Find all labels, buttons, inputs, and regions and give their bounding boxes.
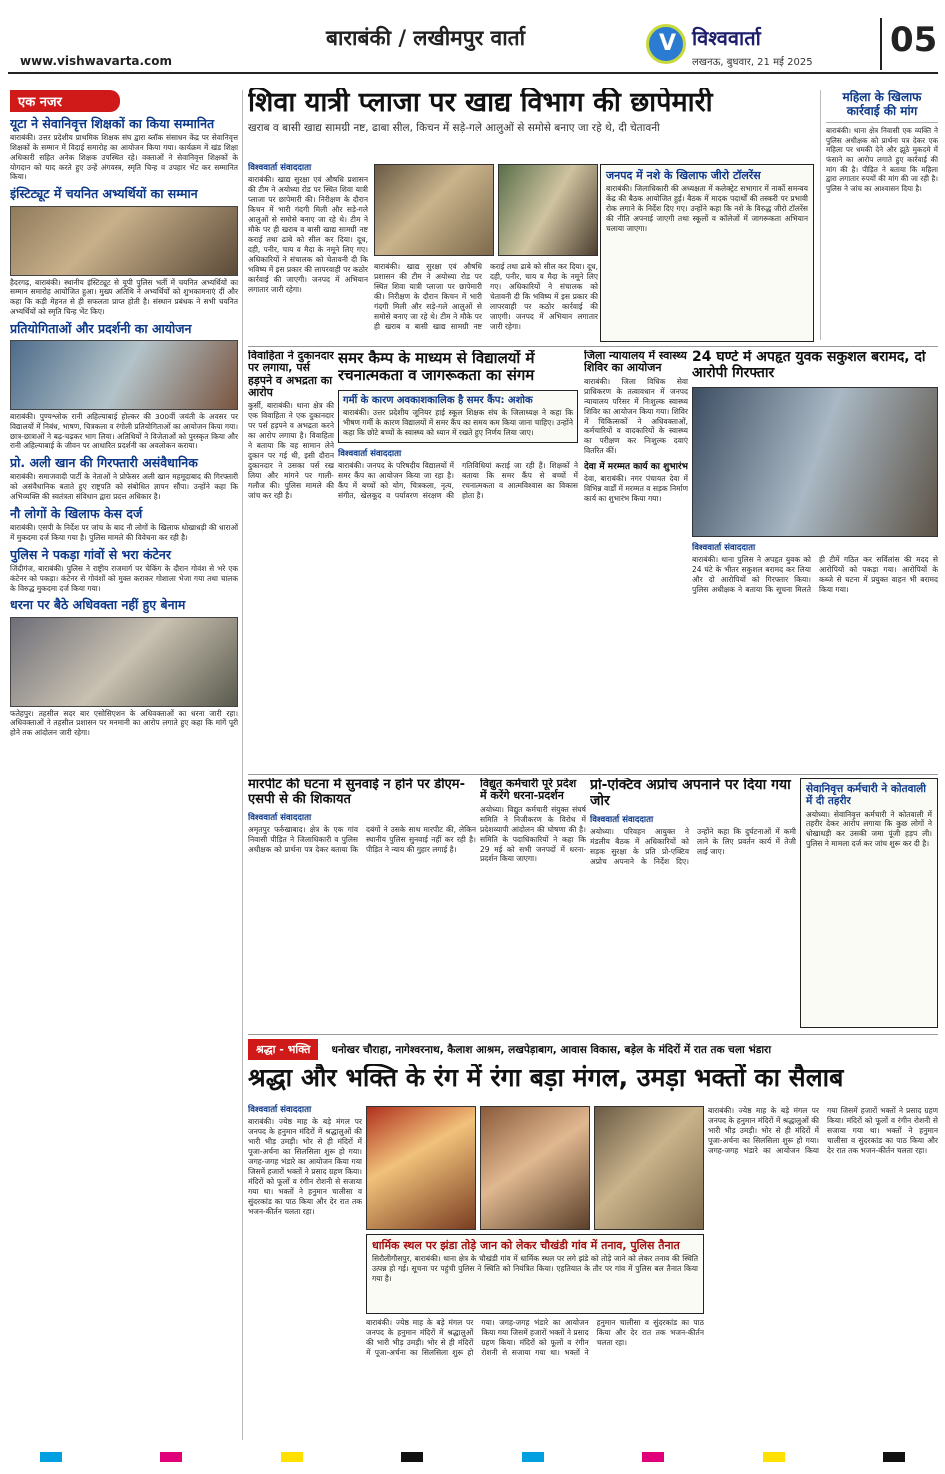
kidnap-block	[692, 350, 938, 770]
lead-byline: विश्ववार्ता संवाददाता	[248, 163, 312, 173]
vidyut-body: अयोध्या। विद्युत कर्मचारी संयुक्त संघर्ष समिति ने निजीकरण के विरोध में प्रदेशव्यापी आंदोलन की घोषणा की है। समिति के पदाधिकारियों ने कहा कि 29 मई को सभी जनपदों में धरना-प्रदर्शन किया जाएगा।	[480, 804, 586, 864]
shraddha-headline-block	[248, 1064, 938, 1100]
samar-body: बाराबंकी। जनपद के परिषदीय विद्यालयों में समर कैंप का आयोजन किया जा रहा है। कैंप में बच्चों को योग, चित्रकला, नृत्य, संगीत, खेलकूद व पर्यावरण संरक्षण की गतिविधियां कराई जा रही हैं। शिक्षकों ने बताया कि समर कैंप से बच्चों में रचनात्मकता व आत्मविश्वास का विकास होता है।	[338, 460, 578, 500]
chaukhandi-headline: धार्मिक स्थल पर झंडा तोड़े जान को लेकर चौखंडी गांव में तनाव, पुलिस तैनात	[372, 1239, 680, 1252]
vidyut-block	[480, 778, 586, 1028]
marpit-body: अमृतपुर फर्रुखाबाद। क्षेत्र के एक गांव निवासी पीड़ित ने जिलाधिकारी व पुलिस अधीक्षक को प्रार्थना पत्र देकर बताया कि दबंगों ने उसके साथ मारपीट की, लेकिन स्थानीय पुलिस सुनवाई नहीं कर रही है। पीड़ित ने न्याय की गुहार लगाई है।	[248, 825, 476, 855]
print-registration-strip	[0, 1452, 945, 1466]
samar-inset-box	[338, 390, 578, 443]
chaukhandi-box	[366, 1234, 704, 1314]
left-story-2-headline: इंस्टिट्यूट में चयनित अभ्यर्थियों का सम्मान	[10, 186, 198, 202]
left-story-3-photo	[10, 340, 238, 410]
lead-subhead: खराब व बासी खाद्य सामग्री नष्ट, ढाबा सील, किचन में सड़े-गले आलुओं से समोसे बनाए जा रहे थे, दी चेतावनी	[248, 122, 660, 135]
chaukhandi-body: सिरौलीगौसपुर, बाराबंकी। थाना क्षेत्र के चौखंडी गांव में धार्मिक स्थल पर लगे झंडे को तोड़े जाने को लेकर तनाव की स्थिति उत्पन्न हो गई। सूचना पर पहुंची पुलिस ने स्थिति को नियंत्रित किया। एहतियात के तौर पर गांव में पुलिस बल तैनात किया गया है।	[372, 1254, 698, 1284]
brand-name: विश्ववार्ता	[692, 26, 761, 50]
vivahita-body: कुर्सी, बाराबंकी। थाना क्षेत्र की एक विवाहिता ने एक दुकानदार पर पर्स हड़पने व अभद्रता करने का आरोप लगाया है। विवाहिता ने बताया कि वह सामान लेने दुकान पर गई थी, इसी दौरान दुकानदार ने उसका पर्स रख लिया और मांगने पर गाली-गलौज की। पुलिस मामले की जांच कर रही है।	[248, 401, 334, 500]
masthead	[8, 14, 938, 74]
kidnap-body: बाराबंकी। थाना पुलिस ने अपहृत युवक को 24 घंटे के भीतर सकुशल बरामद कर लिया और दो आरोपियों को गिरफ्तार किया। पुलिस अधीक्षक ने बताया कि सूचना मिलते ही टीमें गठित कर सर्विलांस की मदद से आरोपियों को पकड़ा गया। आरोपियों के कब्जे से घटना में प्रयुक्त वाहन भी बरामद किया गया।	[692, 555, 938, 595]
samar-byline: विश्ववार्ता संवाददाता	[338, 448, 402, 459]
shraddha-body-block	[248, 1104, 362, 1444]
left-story-3-headline: प्रतियोगिताओं और प्रदर्शनी का आयोजन	[10, 320, 192, 336]
deva-headline: देवा में मरम्मत कार्य का शुभारंभ	[584, 462, 688, 473]
shraddha-photo-1	[366, 1106, 476, 1230]
shraddha-body-right: बाराबंकी। ज्येष्ठ माह के बड़े मंगल पर जनपद के हनुमान मंदिरों में श्रद्धालुओं की भारी भीड़ उमड़ी। भोर से ही मंदिरों में पूजा-अर्चना का सिलसिला शुरू हो गया। जगह-जगह भंडारे का आयोजन किया गया जिसमें हजारों भक्तों ने प्रसाद ग्रहण किया। मंदिरों को फूलों व रंगीन रोशनी से सजाया गया था। भक्तों ने हनुमान चालीसा व सुंदरकांड का पाठ किया और देर रात तक भजन-कीर्तन चलता रहा।	[708, 1106, 938, 1155]
shraddha-kicker-bar	[248, 1038, 938, 1062]
proactive-headline: प्रो-एक्टिव अप्रोच अपनाने पर दिया गया जोर	[590, 778, 791, 809]
shraddha-byline: विश्ववार्ता संवाददाता	[248, 1105, 312, 1115]
lead-body-block	[248, 162, 368, 342]
website-url[interactable]: www.vishwavarta.com	[20, 54, 172, 68]
left-story-6-body: जिंदीगंज, बाराबंकी। पुलिस ने राष्ट्रीय राजमार्ग पर चेकिंग के दौरान गोवंश से भरे एक कंटेनर को पकड़ा। कंटेनर से गोवंशों को मुक्त कराकर गोशाला भेजा गया तथा चालक के विरुद्ध मुकदमा दर्ज किया गया।	[10, 564, 238, 593]
janpad-body: बाराबंकी। जिलाधिकारी की अध्यक्षता में कलेक्ट्रेट सभागार में नार्को समन्वय केंद्र की बैठक आयोजित हुई। बैठक में मादक पदार्थों की तस्करी पर प्रभावी रोक लगाने के निर्देश दिए गए। उन्होंने कहा कि नशे के विरुद्ध जीरो टॉलरेंस की नीति अपनाई जाएगी तथा स्कूलों व कॉलेजों में जागरूकता अभियान चलाया जाएगा।	[606, 184, 808, 234]
column-rule-left	[242, 90, 243, 1440]
shraddha-label: श्रद्धा - भक्ति	[248, 1039, 318, 1060]
janpad-headline: जनपद में नशे के खिलाफ जीरो टॉलरेंस	[606, 169, 761, 182]
swatch-magenta-2	[642, 1452, 664, 1462]
right-story-body: बाराबंकी। थाना क्षेत्र निवासी एक व्यक्ति ने पुलिस अधीक्षक को प्रार्थना पत्र देकर एक महिला पर धमकी देने और झूठे मुकदमे में फंसाने का आरोप लगाते हुए कार्रवाई की मांग की है। पीड़ित ने बताया कि महिला द्वारा लगातार रुपयों की मांग की जा रही है। पुलिस ने जांच का आश्वासन दिया है।	[826, 125, 938, 194]
samar-camp-block	[338, 350, 578, 770]
janpad-box	[600, 164, 814, 342]
sevanivritt-box	[800, 778, 938, 1028]
left-story-5-headline: नौ लोगों के खिलाफ केस दर्ज	[10, 505, 143, 521]
marpit-byline: विश्ववार्ता संवाददाता	[248, 813, 312, 824]
section-title: बाराबंकी / लखीमपुर वार्ता	[326, 26, 526, 50]
left-story-3-body: बाराबंकी। पुण्यश्लोक रानी अहिल्याबाई होल्कर की 300वीं जयंती के अवसर पर विद्यालयों में निबंध, भाषण, चित्रकला व रंगोली प्रतियोगिताओं का आयोजन किया गया। छात्र-छात्राओं ने बढ़-चढ़कर भाग लिया। अतिथियों ने विजेताओं को पुरस्कृत किया और रानी अहिल्याबाई के जीवन पर आधारित प्रदर्शनी का अवलोकन कराया।	[10, 412, 238, 451]
deva-body: देवा, बाराबंकी। नगर पंचायत देवा में विभिन्न वार्डों में मरम्मत व सड़क निर्माण कार्य का शुभारंभ किया गया।	[584, 474, 688, 504]
kidnap-photo	[692, 387, 938, 537]
nyayalaya-headline: जिला न्यायालय में स्वास्थ्य शिविर का आयोजन	[584, 350, 687, 375]
proactive-block	[590, 778, 796, 1028]
vivahita-headline: विवाहिता ने दुकानदार पर लगाया, पर्स हड़पने व अभद्रता का आरोप	[248, 350, 334, 399]
lead-photo-1	[374, 164, 494, 256]
kidnap-byline: विश्ववार्ता संवाददाता	[692, 543, 756, 554]
shraddha-body: बाराबंकी। ज्येष्ठ माह के बड़े मंगल पर जनपद के हनुमान मंदिरों में श्रद्धालुओं की भारी भीड़ उमड़ी। भोर से ही मंदिरों में पूजा-अर्चना का सिलसिला शुरू हो गया। जगह-जगह भंडारे का आयोजन किया गया जिसमें हजारों भक्तों ने प्रसाद ग्रहण किया। मंदिरों को फूलों व रंगीन रोशनी से सजाया गया था। भक्तों ने हनुमान चालीसा व सुंदरकांड का पाठ किया और देर रात तक भजन-कीर्तन चलता रहा।	[248, 1117, 362, 1216]
lead-body: बाराबंकी। खाद्य सुरक्षा एवं औषधि प्रशासन की टीम ने अयोध्या रोड पर स्थित शिवा यात्री प्लाजा पर छापेमारी की। निरीक्षण के दौरान किचन में भारी गंदगी मिली और सड़े-गले आलुओं से समोसे बनाए जा रहे थे। टीम ने मौके पर ही खराब व बासी खाद्य सामग्री नष्ट कराई तथा ढाबे को सील कर दिया। दूध, दही, पनीर, चाय व मैदा के नमूने लिए गए। अधिकारियों ने संचालक को चेतावनी दी कि भविष्य में इस प्रकार की लापरवाही पर कठोर कार्रवाई की जाएगी। जनपद में अभियान लगातार जारी रहेगा।	[248, 175, 368, 294]
right-column	[820, 90, 938, 340]
right-story-headline: महिला के खिलाफ कार्रवाई की मांग	[826, 90, 938, 123]
swatch-cyan	[40, 1452, 62, 1462]
left-story-7-headline: धरना पर बैठे अधिवक्ता नहीं हुए बेनाम	[10, 597, 186, 613]
samar-headline: समर कैम्प के माध्यम से विद्यालयों में रचनात्मकता व जागरूकता का संगम	[338, 350, 535, 384]
proactive-body: अयोध्या। परिवहन आयुक्त ने मंडलीय बैठक में अधिकारियों को सड़क सुरक्षा के प्रति प्रो-एक्टिव अप्रोच अपनाने के निर्देश दिए। उन्होंने कहा कि दुर्घटनाओं में कमी लाने के लिए प्रवर्तन कार्य में तेजी लाई जाए।	[590, 827, 796, 867]
rule-row-3	[248, 1034, 938, 1035]
samar-inset-headline: गर्मी के कारण अवकाशकालिक है समर कैंप: अशोक	[343, 394, 533, 406]
marpit-block	[248, 778, 476, 1028]
left-story-7-body: फतेहपुर। तहसील सदर बार एसोसिएशन के अधिवक्ताओं का धरना जारी रहा। अधिवक्ताओं ने तहसील प्रशासन पर मनमानी का आरोप लगाते हुए कहा कि मांगें पूरी होने तक आंदोलन जारी रहेगा।	[10, 708, 238, 738]
swatch-yellow-2	[763, 1452, 785, 1462]
left-story-1-body: बाराबंकी। उत्तर प्रदेशीय प्राथमिक शिक्षक संघ द्वारा ब्लॉक संसाधन केंद्र पर सेवानिवृत्त शिक्षकों के सम्मान में विदाई समारोह का आयोजन किया गया। कार्यक्रम में खंड शिक्षा अधिकारी सहित अनेक शिक्षक उपस्थित रहे। वक्ताओं ने सेवानिवृत्त शिक्षकों के योगदान को याद करते हुए उन्हें अंगवस्त्र, स्मृति चिन्ह व उपहार भेंट कर सम्मानित किया।	[10, 133, 238, 182]
swatch-black	[401, 1452, 423, 1462]
swatch-yellow	[281, 1452, 303, 1462]
left-story-2-body: हैदरगढ़, बाराबंकी। स्थानीय इंस्टिट्यूट से यूपी पुलिस भर्ती में चयनित अभ्यर्थियों का सम्मान समारोह आयोजित हुआ। मुख्य अतिथि ने अभ्यर्थियों को शुभकामनाएं दीं और कहा कि कड़ी मेहनत से ही सफलता प्राप्त होती है। संस्थान प्रबंधक ने सभी चयनित अभ्यर्थियों को स्मृति चिन्ह भेंट किए।	[10, 277, 238, 316]
left-story-2-photo	[10, 206, 238, 276]
rule-row-1	[248, 346, 938, 347]
sevanivritt-headline: सेवानिवृत्त कर्मचारी ने कोतवाली में दी तहरीर	[806, 783, 926, 807]
brand-logo-icon	[646, 24, 686, 64]
swatch-black-2	[883, 1452, 905, 1462]
sevanivritt-body: अयोध्या। सेवानिवृत्त कर्मचारी ने कोतवाली में तहरीर देकर आरोप लगाया कि कुछ लोगों ने धोखाधड़ी कर उसकी जमा पूंजी हड़प ली। पुलिस ने मामला दर्ज कर जांच शुरू कर दी है।	[806, 809, 932, 849]
shraddha-photo-2	[480, 1106, 590, 1230]
left-story-4-body: बाराबंकी। समाजवादी पार्टी के नेताओं ने प्रोफेसर अली खान महमूदाबाद की गिरफ्तारी को असंवैधानिक बताते हुए राष्ट्रपति को संबोधित ज्ञापन सौंपा। उन्होंने कहा कि अभिव्यक्ति की स्वतंत्रता संविधान द्वारा प्रदत्त अधिकार है।	[10, 472, 238, 501]
page-number: 05	[890, 20, 938, 60]
shraddha-body-cont	[366, 1318, 704, 1444]
lead-headline: शिवा यात्री प्लाजा पर खाद्य विभाग की छापेमारी	[248, 88, 713, 118]
swatch-magenta	[160, 1452, 182, 1462]
shraddha-body-continued: बाराबंकी। ज्येष्ठ माह के बड़े मंगल पर जनपद के हनुमान मंदिरों में श्रद्धालुओं की भारी भीड़ उमड़ी। भोर से ही मंदिरों में पूजा-अर्चना का सिलसिला शुरू हो गया। जगह-जगह भंडारे का आयोजन किया गया जिसमें हजारों भक्तों ने प्रसाद ग्रहण किया। मंदिरों को फूलों व रंगीन रोशनी से सजाया गया था। भक्तों ने हनुमान चालीसा व सुंदरकांड का पाठ किया और देर रात तक भजन-कीर्तन चलता रहा।	[366, 1318, 704, 1357]
rule-row-2	[248, 774, 938, 775]
proactive-byline: विश्ववार्ता संवाददाता	[590, 815, 654, 826]
lead-body-continued: बाराबंकी। खाद्य सुरक्षा एवं औषधि प्रशासन की टीम ने अयोध्या रोड पर स्थित शिवा यात्री प्लाजा पर छापेमारी की। निरीक्षण के दौरान किचन में भारी गंदगी मिली और सड़े-गले आलुओं से समोसे बनाए जा रहे थे। टीम ने मौके पर ही खराब व बासी खाद्य सामग्री नष्ट कराई तथा ढाबे को सील कर दिया। दूध, दही, पनीर, चाय व मैदा के नमूने लिए गए। अधिकारियों ने संचालक को चेतावनी दी कि भविष्य में इस प्रकार की लापरवाही पर कठोर कार्रवाई की जाएगी। जनपद में अभियान लगातार जारी रहेगा।	[374, 262, 598, 331]
left-story-5-body: बाराबंकी। एसपी के निर्देश पर जांच के बाद नौ लोगों के खिलाफ धोखाधड़ी की धाराओं में मुकदमा दर्ज किया गया है। पुलिस मामले की विवेचना कर रही है।	[10, 523, 238, 542]
samar-inset-body: बाराबंकी। उत्तर प्रदेशीय जूनियर हाई स्कूल शिक्षक संघ के जिलाध्यक्ष ने कहा कि भीषण गर्मी के कारण विद्यालयों में समर कैंप का समय कम किया जाना चाहिए। उन्होंने कहा कि छोटे बच्चों के स्वास्थ्य को ध्यान में रखते हुए निर्णय लिया जाए।	[343, 407, 573, 437]
left-story-1-headline: यूटा ने सेवानिवृत्त शिक्षकों का किया सम्मानित	[10, 116, 215, 131]
vivahita-block	[248, 350, 334, 770]
marpit-headline: मारपीट की घटना में सुनवाई न होने पर डीएम-एसपी से की शिकायत	[248, 778, 465, 807]
shraddha-headline: श्रद्धा और भक्ति के रंग में रंगा बड़ा मंगल, उमड़ा भक्तों का सैलाब	[248, 1064, 844, 1092]
shraddha-right-cols	[708, 1106, 938, 1444]
left-story-4-headline: प्रो. अली खान की गिरफ्तारी असंवैधानिक	[10, 455, 198, 471]
page-number-box	[880, 18, 938, 70]
vidyut-headline: विद्युत कर्मचारी पूरे प्रदेश में करेंगे धरना-प्रदर्शन	[480, 778, 577, 803]
kidnap-headline: 24 घण्टे में अपहृत युवक सकुशल बरामद, दो आरोपी गिरफ्तार	[692, 350, 926, 381]
left-story-7-photo	[10, 617, 238, 707]
date-line: लखनऊ, बुधवार, 21 मई 2025	[692, 57, 813, 68]
shraddha-kicker: धनोखर चौराहा, नागेश्वरनाथ, कैलाश आश्रम, लखपेड़ाबाग, आवास विकास, बड़ेल के मंदिरों में रात तक चला भंडारा	[331, 1044, 772, 1056]
nyayalaya-body: बाराबंकी। जिला विधिक सेवा प्राधिकरण के तत्वावधान में जनपद न्यायालय परिसर में निःशुल्क स्वास्थ्य शिविर का आयोजन किया गया। शिविर में चिकित्सकों ने अधिवक्ताओं, कर्मचारियों व वादकारियों के स्वास्थ्य का परीक्षण कर निःशुल्क दवाएं वितरित कीं।	[584, 376, 688, 456]
left-column	[10, 90, 238, 1420]
lead-photo-2	[498, 164, 598, 256]
shraddha-photo-3	[594, 1106, 704, 1230]
left-story-6-headline: पुलिस ने पकड़ा गांवों से भरा कंटेनर	[10, 546, 171, 562]
lead-body-cont	[374, 262, 598, 342]
nyayalaya-block	[584, 350, 688, 770]
swatch-cyan-2	[522, 1452, 544, 1462]
lead-headline-block	[248, 88, 816, 160]
ek-nazar-tag: एक नजर	[10, 90, 120, 112]
